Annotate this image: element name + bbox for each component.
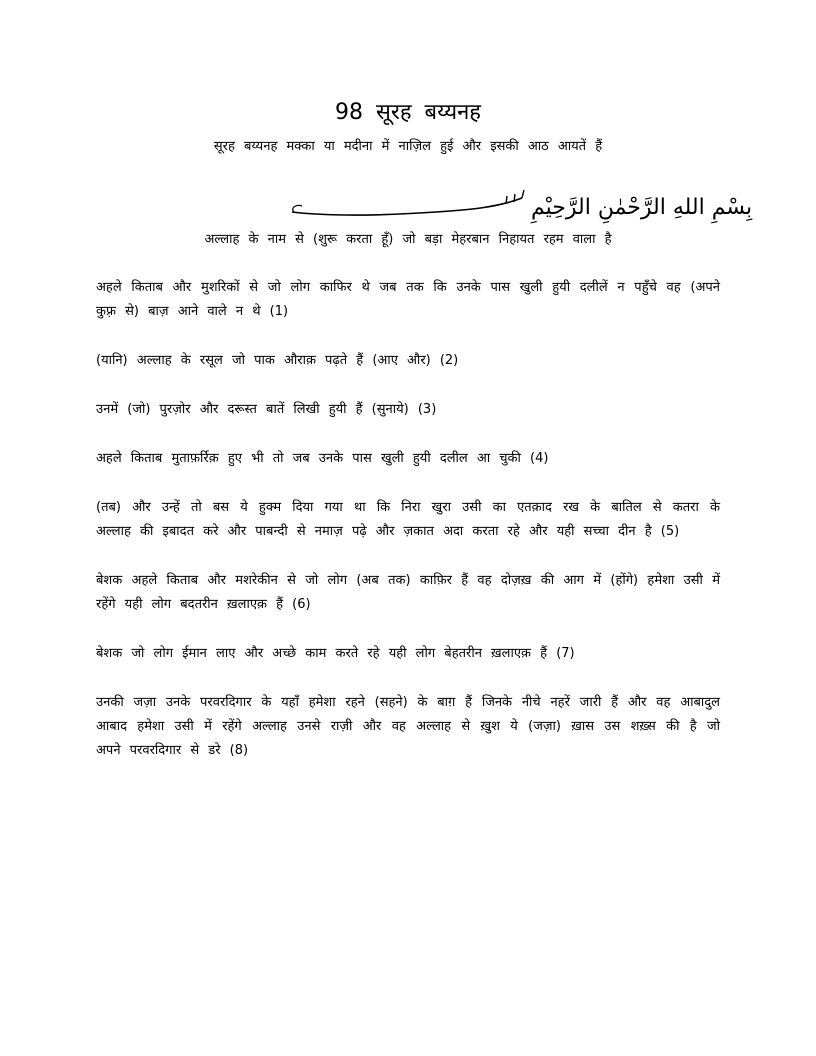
bismillah-text: بِسْمِ اللهِ الرَّحْمٰنِ الرَّحِيْمِ <box>531 195 753 220</box>
surah-subtitle: सूरह बय्यनह मक्का या मदीना में नाज़िल हुई और इसकी आठ आयतें हैं <box>213 139 603 154</box>
invocation-line: अल्लाह के नाम से (शुरू करता हूँ) जो बड़ा मेहरबान निहायत रहम वाला है <box>204 232 612 247</box>
verse-4: अहले किताब मुताफ़र्रिक़ हुए भी तो जब उनके पास खुली हुयी दलील आ चुकी (4) <box>96 451 549 466</box>
verse-8: उनकी जज़ा उनके परवरदिगार के यहाँ हमेशा रहने (सहने) के बाग़ हैं जिनके नीचे नहरें जारी हैं और वह आबादुल आबाद हमेशा उसी में रहेंगे अल्लाह उनसे राज़ी और वह अल्लाह से ख़ुश ये (जज़ा) ख़ास उस शख़्स की है जो अपने परवरदिगार से डरे (8) <box>96 695 720 758</box>
verse-list <box>96 276 720 788</box>
bismillah-calligraphy <box>286 186 753 226</box>
verse-2: (यानि) अल्लाह के रसूल जो पाक औराक़ पढ़ते हैं (आए और) (2) <box>96 353 459 368</box>
verse-6: बेशक अहले किताब और मशरेकीन से जो लोग (अब तक) काफ़िर हैं वह दोज़ख़ की आग में (होंगे) हमेशा उसी में रहेंगे यही लोग बदतरीन ख़लाएक़ हैं (6) <box>96 573 720 612</box>
verse-3: उनमें (जो) पुरज़ोर और दरूस्त बातें लिखी हुयी हैं (सुनाये) (3) <box>96 402 437 417</box>
verse-5: (तब) और उन्हें तो बस ये हुक्म दिया गया था कि निरा खुरा उसी का एतक़ाद रख के बातिल से कतरा के अल्लाह की इबादत करे और पाबन्दी से नमाज़ पढ़े और ज़कात अदा करता रहे और यही सच्चा दीन है (5) <box>96 500 720 539</box>
verse-7: बेशक जो लोग ईमान लाए और अच्छे काम करते रहे यही लोग बेहतरीन ख़लाएक़ हैं (7) <box>96 646 575 661</box>
verse-1: अहले किताब और मुशरिकों से जो लोग काफिर थे जब तक कि उनके पास खुली हुयी दलीलें न पहुँचे वह (अपने कुफ़्र से) बाज़ आने वाले न थे (1) <box>96 280 720 319</box>
surah-title: 98 सूरह बय्यनह <box>335 100 481 125</box>
